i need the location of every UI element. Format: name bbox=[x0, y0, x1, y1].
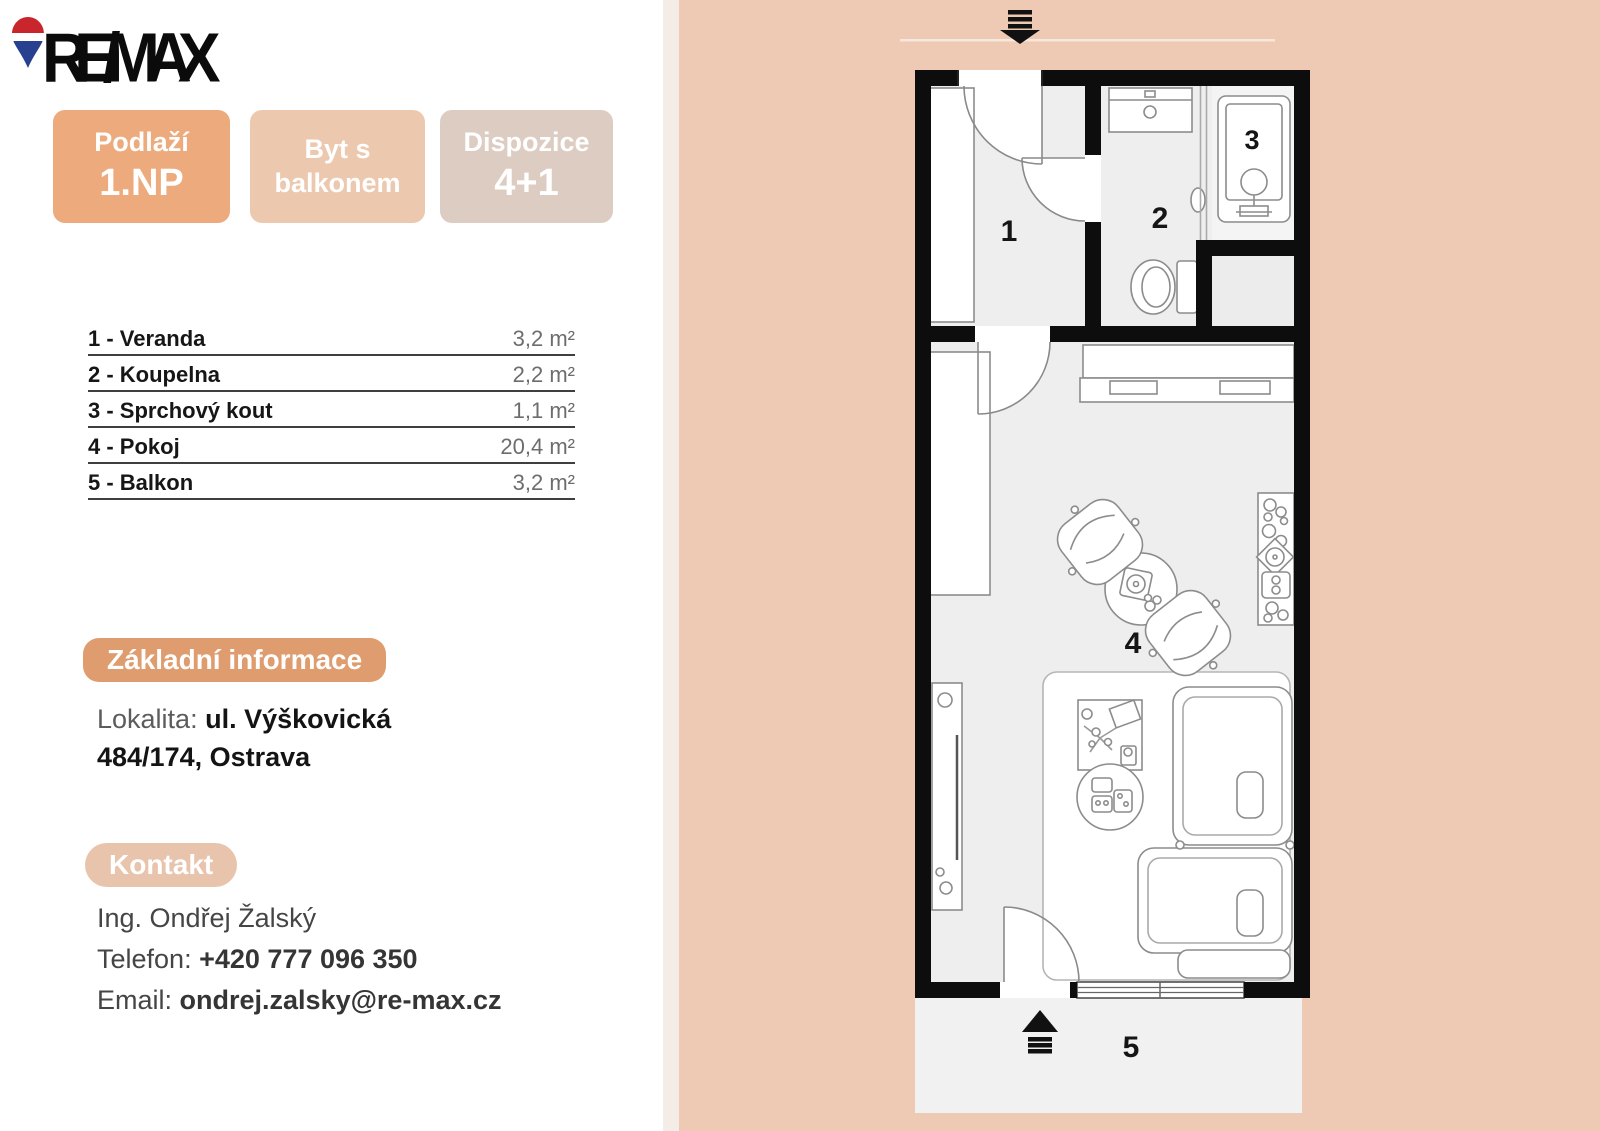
badge-floor-title: Podlaží bbox=[94, 126, 189, 157]
hall-wardrobe bbox=[930, 88, 974, 322]
badge-floor-value: 1.NP bbox=[99, 161, 184, 204]
counter bbox=[1080, 345, 1294, 402]
location-value: ul. Výškovická 484/174, Ostrava bbox=[97, 704, 392, 772]
agent-phone-line bbox=[97, 939, 557, 980]
plan-top-divider bbox=[900, 39, 1275, 42]
badge-floor bbox=[53, 110, 230, 223]
room-name: 4 - Pokoj bbox=[88, 434, 180, 459]
room-area: 1,1 m² bbox=[512, 398, 575, 423]
room-area: 2,2 m² bbox=[512, 362, 575, 387]
location-text bbox=[97, 700, 427, 776]
remax-balloon-icon bbox=[10, 16, 46, 74]
room-label-3: 3 bbox=[1244, 125, 1260, 155]
window bbox=[1070, 982, 1251, 998]
email-address: ondrej.zalsky@re-max.cz bbox=[179, 985, 502, 1015]
badge-balcony-title: Byt s bbox=[304, 133, 371, 164]
email-label: Email: bbox=[97, 985, 173, 1015]
remax-wordmark: RE/MAX bbox=[42, 19, 207, 97]
badge-layout-title: Dispozice bbox=[463, 126, 590, 157]
room-table bbox=[88, 320, 575, 500]
remax-logo bbox=[8, 10, 308, 110]
table-row bbox=[88, 320, 575, 356]
room-name: 5 - Balkon bbox=[88, 470, 194, 495]
contact-heading: Kontakt bbox=[85, 843, 237, 887]
wardrobe bbox=[930, 352, 990, 595]
table-row bbox=[88, 464, 575, 500]
room-area: 20,4 m² bbox=[500, 434, 575, 459]
badge-layout-value: 4+1 bbox=[494, 161, 559, 204]
room-name: 2 - Koupelna bbox=[88, 362, 221, 387]
room-label-1: 1 bbox=[1000, 215, 1018, 248]
badge-balcony-value: balkonem bbox=[274, 167, 401, 198]
contact-block bbox=[97, 898, 557, 1021]
room-name: 1 - Veranda bbox=[88, 326, 206, 351]
room-area: 3,2 m² bbox=[512, 326, 575, 351]
tv-cabinet bbox=[932, 683, 962, 910]
basic-info-heading: Základní informace bbox=[83, 638, 386, 682]
phone-label: Telefon: bbox=[97, 944, 192, 974]
room-area: 3,2 m² bbox=[512, 470, 575, 495]
phone-number: +420 777 096 350 bbox=[199, 944, 418, 974]
table-row bbox=[88, 392, 575, 428]
agent-name: Ing. Ondřej Žalský bbox=[97, 903, 317, 933]
badge-layout bbox=[440, 110, 613, 223]
table-row bbox=[88, 356, 575, 392]
toilet bbox=[1131, 260, 1197, 314]
kitchen-counter bbox=[1257, 493, 1294, 625]
table-row bbox=[88, 428, 575, 464]
room-label-2: 2 bbox=[1151, 202, 1169, 235]
room-label-5: 5 bbox=[1122, 1031, 1140, 1064]
room-name: 3 - Sprchový kout bbox=[88, 398, 273, 423]
shaft bbox=[1212, 256, 1294, 326]
badge-balcony bbox=[250, 110, 425, 223]
location-label: Lokalita: bbox=[97, 704, 198, 734]
bathroom-sink bbox=[1109, 88, 1192, 132]
coffee-table bbox=[1077, 700, 1143, 830]
agent-email-line bbox=[97, 980, 557, 1021]
balcony-area bbox=[915, 998, 1302, 1113]
room-label-4: 4 bbox=[1124, 627, 1142, 660]
